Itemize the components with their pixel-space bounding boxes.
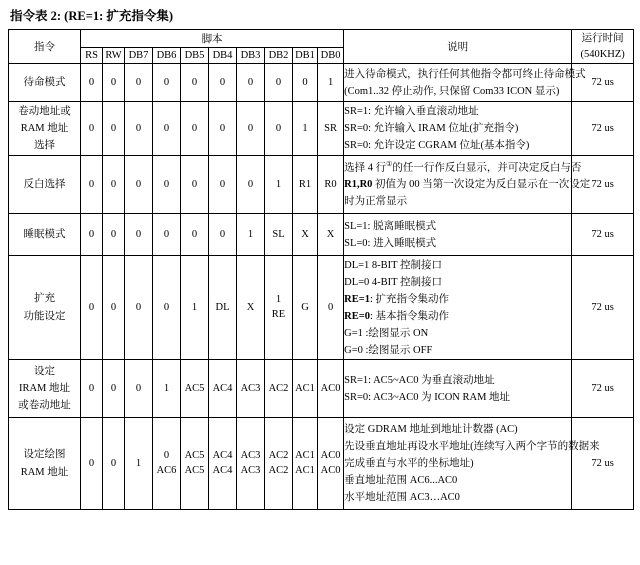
row-bit-db7: 0 [125,256,153,360]
desc-line: SR=0: AC3~AC0 为 ICON RAM 地址 [344,391,511,403]
bit-lower: AC4 [212,464,233,476]
row-bit-db0: AC0 [318,360,344,418]
row-time: 72 us [572,214,634,256]
row-bit-db4: 0 [209,156,237,214]
row-bit-db7: 0 [125,64,153,102]
desc-line: SL=0: 进入睡眠模式 [344,237,437,249]
row-bit-db4: AC4 [209,360,237,418]
row-bit-db3: 0 [237,156,265,214]
cmd-line: RAM 地址 [20,122,69,134]
row-bit-db2: 0 [265,64,293,102]
desc-line: 设定 GDRAM 地址到地址计数器 (AC) [344,424,518,435]
header-pin-db6: DB6 [153,48,181,64]
header-time-line1: 运行时间 [581,32,624,44]
row-time: 72 us [572,256,634,360]
header-command: 指令 [9,30,81,64]
desc-line: 完成垂直与水平的坐标地址) [344,458,474,469]
instruction-table [8,29,634,510]
row-bit-db3: X [237,256,265,360]
row-bit-db6: 0 [153,214,181,256]
row-bit-db0: 0 [318,256,344,360]
row-bit-db2 [265,418,293,510]
row-bit-db2: AC2 [265,360,293,418]
desc-line: R1,R0 初值为 00 当第一次设定为反白显示在一次设定 [344,179,591,191]
bit-upper: AC2 [268,450,289,462]
row-description [344,256,572,360]
row-bit-db1: AC1 [293,360,318,418]
row-bit-db5: 0 [181,102,209,156]
table-row [9,360,634,418]
row-bit-rw: 0 [103,256,125,360]
desc-line: RE=1: 扩充指令集动作 [344,293,449,305]
row-description [344,102,572,156]
table-row [9,256,634,360]
header-pin-db1: DB1 [293,48,318,64]
bit-upper: 0 [163,450,170,462]
row-bit-db3: 0 [237,102,265,156]
desc-line: 时为正常显示 [344,196,408,208]
bit-upper: AC0 [320,450,341,462]
row-bit-db6: 1 [153,360,181,418]
row-bit-db1: 1 [293,102,318,156]
row-bit-db4: 0 [209,102,237,156]
row-description [344,360,572,418]
row-bit-db7: 0 [125,360,153,418]
header-pin-db4: DB4 [209,48,237,64]
row-bit-db3: 1 [237,214,265,256]
cmd-line: 或卷动地址 [18,400,71,412]
row-bit-rs: 0 [81,64,103,102]
row-time: 72 us [572,156,634,214]
header-description: 说明 [344,30,572,64]
row-bit-db7: 0 [125,156,153,214]
row-bit-db2: 1 RE [265,256,293,360]
row-description [344,64,586,102]
row-command: 反白选择 [9,156,81,214]
row-bit-db1 [293,418,318,510]
row-bit-rw: 0 [103,214,125,256]
bit-upper: AC3 [240,450,261,462]
row-description [344,214,572,256]
bit-upper: AC4 [212,450,233,462]
bit-lower: AC1 [295,464,315,476]
bit-upper: AC1 [295,450,315,462]
table-header-row [9,30,634,48]
cmd-line: 设定 [34,365,55,377]
row-bit-db0: SR [318,102,344,156]
row-description [344,156,591,214]
row-bit-db7: 1 [125,418,153,510]
row-bit-db0: X [318,214,344,256]
row-bit-rw: 0 [103,360,125,418]
table-row [9,64,634,102]
bit-lower: AC2 [268,464,289,476]
row-time: 72 us [572,102,634,156]
header-pin-db2: DB2 [265,48,293,64]
desc-line: 垂直地址范围 AC6...AC0 [344,475,458,486]
row-bit-db5: 0 [181,214,209,256]
desc-line: 进入待命模式，执行任何其他指令都可终止待命模式 [344,68,586,80]
row-bit-db7: 0 [125,214,153,256]
header-pin-db3: DB3 [237,48,265,64]
row-bit-rw: 0 [103,156,125,214]
desc-line: 水平地址范围 AC3…AC0 [344,492,460,503]
header-pin-rw: RW [103,48,125,64]
header-pin-db7: DB7 [125,48,153,64]
header-time-line2: (540KHZ) [580,48,625,60]
row-bit-db6: 0 [153,64,181,102]
row-bit-rw: 0 [103,418,125,510]
row-command [9,418,81,510]
row-bit-rw: 0 [103,64,125,102]
row-bit-rs: 0 [81,214,103,256]
bit-upper: AC5 [184,450,205,462]
row-bit-rs: 0 [81,418,103,510]
cmd-line: 功能设定 [23,310,66,322]
row-bit-db1: R1 [293,156,318,214]
row-bit-db2: SL [265,214,293,256]
row-bit-db5: 0 [181,156,209,214]
row-bit-db6: 0 [153,102,181,156]
row-bit-db0: 1 [318,64,344,102]
cmd-line: RAM 地址 [20,466,69,478]
desc-line: SR=1: 允许输入垂直滚动地址 [344,106,479,117]
desc-line: G=1 :绘图显示 ON [344,327,429,339]
row-bit-db7: 0 [125,102,153,156]
row-bit-rs: 0 [81,102,103,156]
row-bit-db1: X [293,214,318,256]
row-bit-db3 [237,418,265,510]
cmd-line: 扩充 [34,293,55,305]
row-command: 睡眠模式 [9,214,81,256]
row-bit-db0 [318,418,344,510]
desc-line: DL=1 8-BIT 控制接口 [344,259,443,271]
desc-line: SR=0: 允许输入 IRAM 位址(扩充指令) [344,123,519,134]
row-bit-rs: 0 [81,256,103,360]
desc-line: 选择 4 行①的任一行作反白显示，并可决定反白与否 [344,159,582,174]
desc-line: SR=1: AC5~AC0 为垂直滚动地址 [344,374,495,386]
row-bit-db6: 0 [153,256,181,360]
bit-lower: AC3 [240,464,261,476]
desc-line: 先设垂直地址再设水平地址(连续写入两个字节的数据来 [344,441,600,452]
row-bit-rw: 0 [103,102,125,156]
cmd-line: 设定绘图 [23,449,66,461]
desc-line: (Com1..32 停止动作, 只保留 Com33 ICON 显示) [344,85,560,97]
row-command: 待命模式 [9,64,81,102]
row-bit-db4 [209,418,237,510]
page-title: 指令表 2: (RE=1: 扩充指令集) [10,9,174,23]
bit-lower: AC6 [156,464,177,476]
header-pin-rs: RS [81,48,103,64]
cmd-line: 卷动地址或 [18,105,71,117]
row-time: 72 us [572,64,634,102]
header-time [572,30,634,64]
desc-line: RE=0: 基本指令集动作 [344,310,449,322]
row-bit-db6: 0 [153,156,181,214]
row-description [344,418,600,510]
desc-line: G=0 :绘图显示 OFF [344,344,433,356]
row-bit-db2: 0 [265,102,293,156]
desc-line: SL=1: 脱离睡眠模式 [344,220,437,232]
row-command [9,360,81,418]
table-row [9,214,634,256]
row-command [9,102,81,156]
bit-lower: AC0 [320,464,341,476]
row-bit-db4: 0 [209,64,237,102]
table-row [9,418,634,510]
row-command [9,256,81,360]
row-bit-db4: DL [209,256,237,360]
table-row [9,102,634,156]
row-bit-db3: AC3 [237,360,265,418]
row-bit-db2: 1 [265,156,293,214]
row-bit-db3: 0 [237,64,265,102]
row-bit-db0: R0 [318,156,344,214]
table-row [9,156,634,214]
bit-lower: AC5 [184,464,205,476]
row-bit-db5 [181,418,209,510]
header-pin-db5: DB5 [181,48,209,64]
header-pin-db0: DB0 [318,48,344,64]
cmd-line: 选择 [34,140,55,152]
row-bit-db1: 0 [293,64,318,102]
row-bit-db5: AC5 [181,360,209,418]
row-bit-rs: 0 [81,360,103,418]
desc-line: DL=0 4-BIT 控制接口 [344,276,443,288]
row-bit-db4: 0 [209,214,237,256]
row-time: 72 us [572,360,634,418]
row-bit-rs: 0 [81,156,103,214]
row-bit-db5: 0 [181,64,209,102]
header-pin: 脚本 [81,30,344,48]
row-bit-db1: G [293,256,318,360]
desc-line: SR=0: 允许设定 CGRAM 位址(基本指令) [344,140,530,151]
row-bit-db6 [153,418,181,510]
row-bit-db5: 1 [181,256,209,360]
cmd-line: IRAM 地址 [18,382,71,394]
row-time: 72 us [572,418,634,510]
